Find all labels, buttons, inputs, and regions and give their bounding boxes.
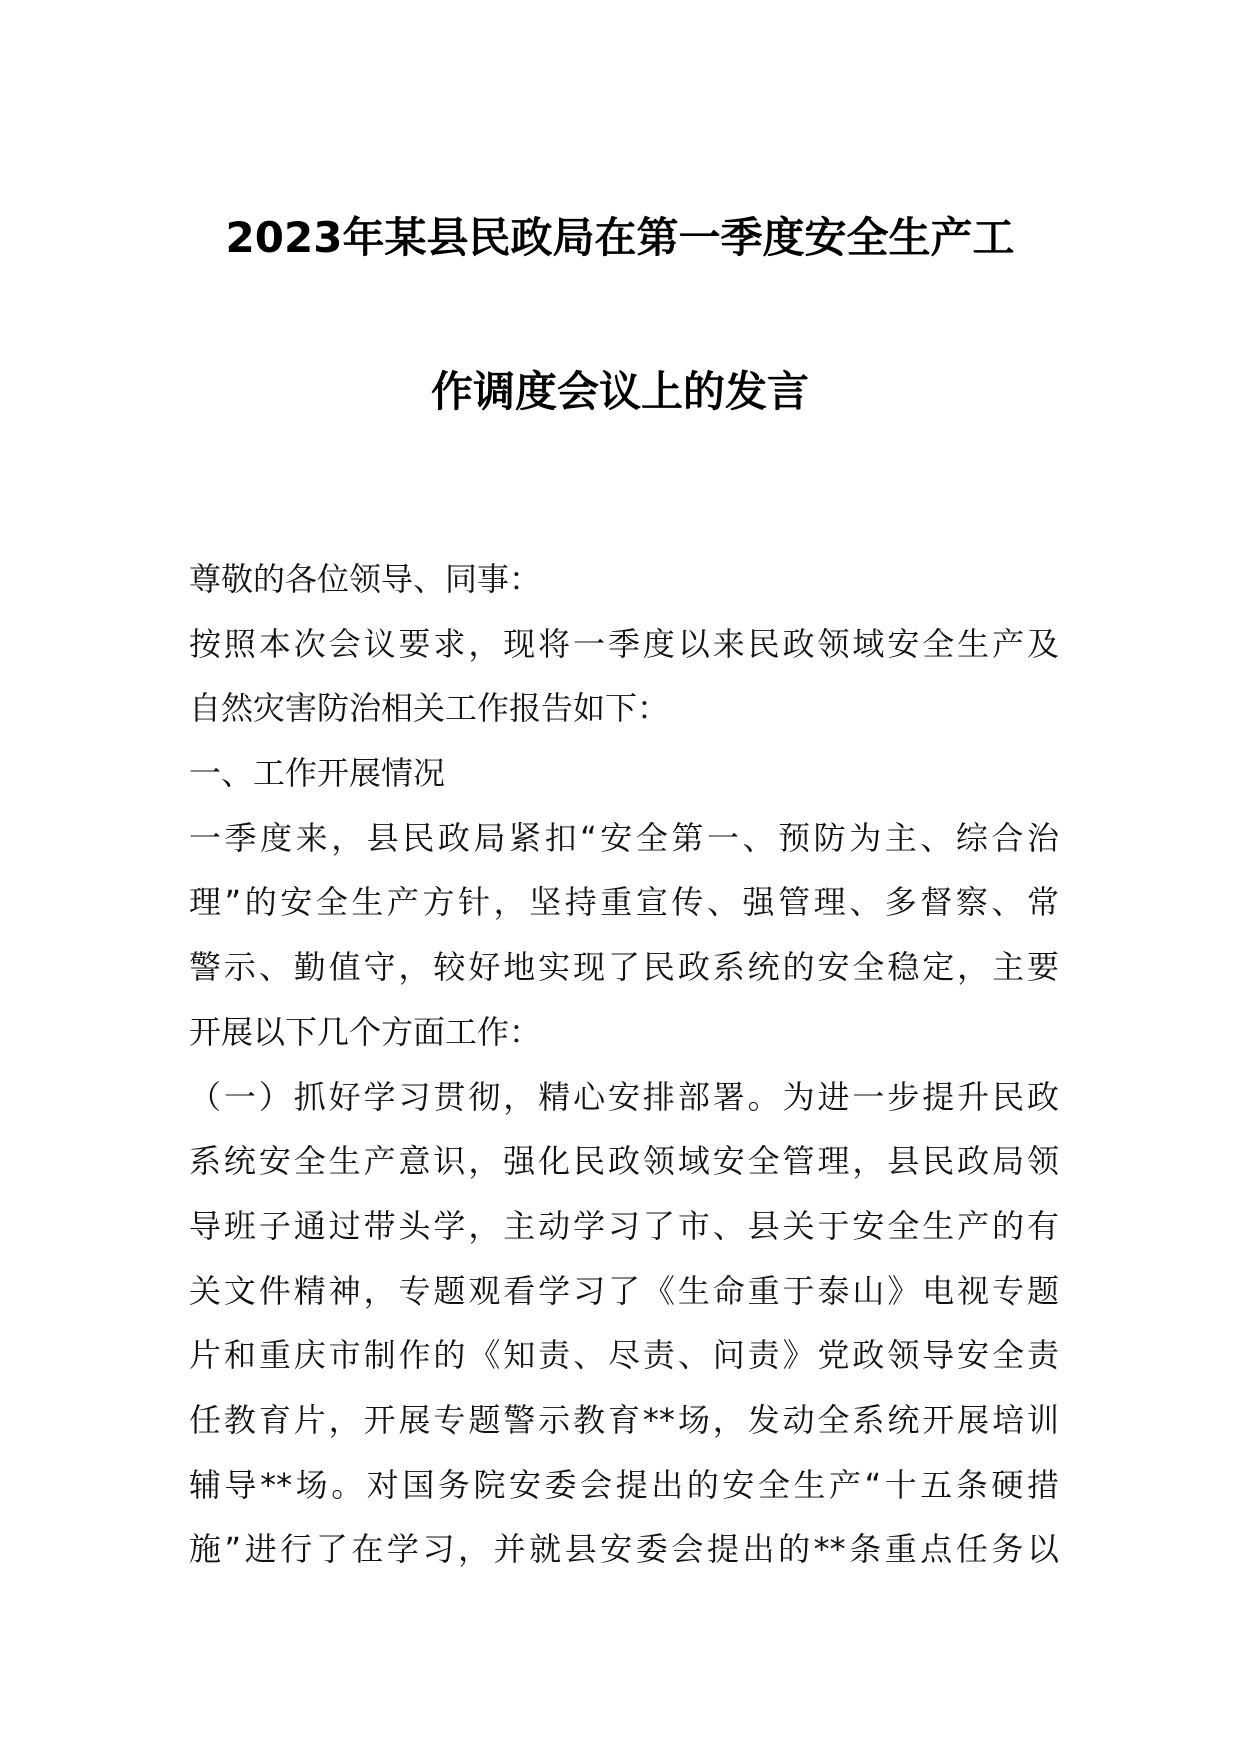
body-line: 尊敬的各位领导、同事： — [189, 560, 542, 598]
body-line: （一）抓好学习贯彻，精心安排部署。为进一步提升民政 — [189, 1077, 1059, 1116]
body-line: 按照本次会议要求，现将一季度以来民政领域安全生产及 — [189, 624, 1059, 663]
document-title-line-2: 作调度会议上的发言 — [430, 367, 809, 416]
body-line: 关文件精神，专题观看学习了《生命重于泰山》电视专题 — [189, 1271, 1059, 1310]
body-line: 理”的安全生产方针，坚持重宣传、强管理、多督察、常 — [189, 883, 1059, 922]
body-line: 辅导**场。对国务院安委会提出的安全生产“十五条硬措 — [189, 1465, 1059, 1504]
body-line: 任教育片，开展专题警示教育**场，发动全系统开展培训 — [189, 1400, 1059, 1439]
body-line: 片和重庆市制作的《知责、尽责、问责》党政领导安全责 — [189, 1336, 1059, 1375]
body-line: 一季度来，县民政局紧扣“安全第一、预防为主、综合治 — [189, 818, 1059, 857]
document-title-line-1: 2023年某县民政局在第一季度安全生产工 — [225, 213, 1015, 262]
body-line: 一、工作开展情况 — [189, 754, 446, 793]
document-body — [189, 547, 1059, 1582]
body-line: 自然灾害防治相关工作报告如下： — [189, 689, 670, 728]
body-line: 开展以下几个方面工作： — [189, 1012, 542, 1051]
body-line: 系统安全生产意识，强化民政领域安全管理，县民政局领 — [189, 1142, 1059, 1181]
body-line: 导班子通过带头学，主动学习了市、县关于安全生产的有 — [189, 1206, 1059, 1245]
body-line: 施”进行了在学习，并就县安委会提出的**条重点任务以 — [189, 1530, 1059, 1569]
body-line: 警示、勤值守，较好地实现了民政系统的安全稳定，主要 — [189, 948, 1059, 987]
